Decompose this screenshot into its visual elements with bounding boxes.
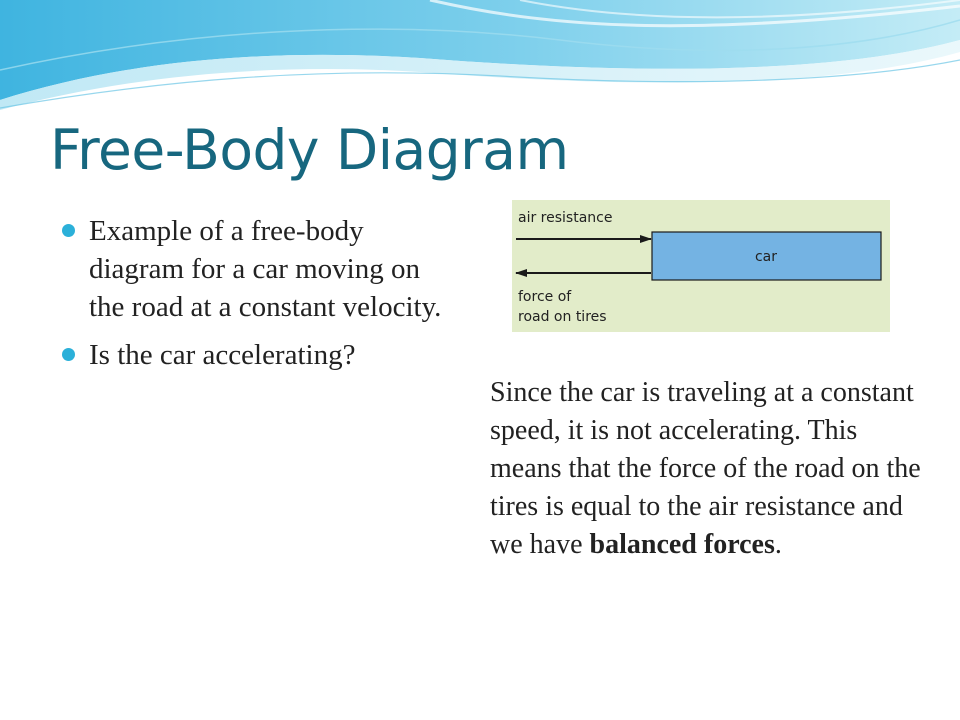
bullet-item [60, 212, 460, 326]
car-label: car [754, 249, 778, 265]
header-waves [0, 0, 960, 120]
road-force-label-line1: force of [518, 289, 572, 305]
bullet-list [60, 212, 460, 384]
answer-text-end: . [774, 529, 782, 560]
free-body-diagram [512, 200, 890, 332]
bullet-icon [62, 224, 75, 237]
bullet-text: Is the car accelerating? [89, 339, 356, 371]
answer-emphasis: balanced forces [589, 529, 775, 560]
air-resistance-label: air resistance [518, 210, 613, 226]
bullet-item [60, 336, 460, 374]
bullet-text: Example of a free-body diagram for a car moving on the road at a constant velocity. [89, 215, 442, 323]
slide-title: Free-Body Diagram [50, 118, 569, 182]
bullet-icon [62, 348, 75, 361]
road-force-label-line2: road on tires [518, 309, 607, 325]
answer-text: Since the car is traveling at a constant speed, it is not accelerating. This means that the force of the road on the tires is equal to the air resistance and we have [490, 377, 921, 560]
answer-paragraph [490, 374, 930, 564]
